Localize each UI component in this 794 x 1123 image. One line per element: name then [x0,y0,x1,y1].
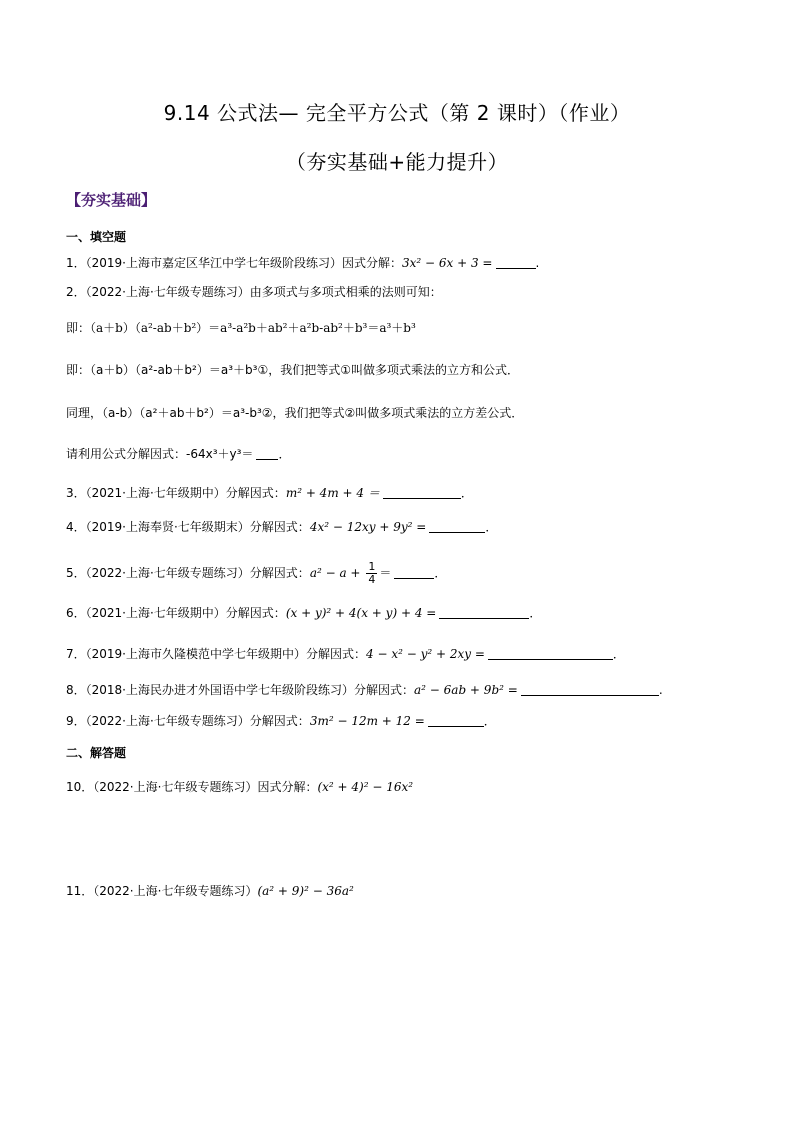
page-title: 9.14 公式法— 完全平方公式（第 2 课时）（作业） [163,101,631,125]
part-two-title: 二、解答题 [66,746,127,760]
question-1-end: . [535,256,540,270]
question-3-expression: m² + 4m + 4 ＝ [285,486,380,500]
answer-blank [429,520,485,533]
question-1-text: 1．（2019·上海市嘉定区华江中学七年级阶段练习）因式分解： [66,256,402,270]
answer-blank [383,486,461,499]
question-10-expression: (x² + 4)² − 16x² [317,780,414,794]
question-7-expression: 4 − x² − y² + 2xy = [366,647,485,661]
answer-blank [256,447,278,460]
question-5-equals: ＝ [379,566,392,580]
question-5-end: ． [434,566,447,580]
question-2-line-a: 即：（a＋b）（a²-ab＋b²）＝a³-a²b＋ab²＋a²b-ab²＋b³＝a³＋b³ [66,321,416,335]
question-10 [66,778,413,795]
question-8-end: . [658,683,663,697]
fraction-numerator: 1 [368,560,376,573]
question-7-text: 7．（2019·上海市久隆模范中学七年级期中）分解因式： [66,647,366,661]
answer-blank [439,606,529,619]
question-6-end: ． [529,606,542,620]
question-2-prompt: 请利用公式分解因式：-64x³＋y³＝ [66,447,254,461]
question-9-end: ． [483,714,496,728]
question-8-expression: a² − 6ab + 9b² = [414,683,518,697]
question-6-expression: (x + y)² + 4(x + y) + 4 = [285,606,437,620]
question-10-text: 10．（2022·上海·七年级专题练习）因式分解： [66,780,318,794]
fraction [366,561,377,586]
question-5 [66,561,446,586]
question-3-text: 3．（2021·上海·七年级期中）分解因式： [66,486,286,500]
question-2: 2．（2022·上海·七年级专题练习）由多项式与多项式相乘的法则可知： [66,285,442,299]
question-9-text: 9．（2022·上海·七年级专题练习）分解因式： [66,714,310,728]
question-9-expression: 3m² − 12m + 12 = [309,714,425,728]
answer-blank [521,683,659,696]
answer-blank [394,566,434,579]
question-3 [66,484,473,501]
page-subtitle: （夯实基础+能力提升） [285,150,509,174]
question-11-expression: (a² + 9)² − 36a² [257,884,354,898]
question-5-text: 5．（2022·上海·七年级专题练习）分解因式： [66,566,310,580]
question-2-end: ． [278,447,291,461]
question-7-end: ． [612,647,625,661]
question-1 [66,254,539,271]
question-4 [66,518,497,535]
question-8 [66,681,663,698]
question-11-text: 11．（2022·上海·七年级专题练习） [66,884,258,898]
fraction-denominator: 4 [368,573,376,586]
answer-blank [496,256,536,269]
answer-blank [428,714,484,727]
question-8-text: 8．（2018·上海民办进才外国语中学七年级阶段练习）分解因式： [66,683,414,697]
question-4-text: 4．（2019·上海奉贤·七年级期末）分解因式： [66,520,310,534]
part-one-title: 一、填空题 [66,230,127,244]
question-3-end: ． [460,486,473,500]
question-9 [66,712,496,729]
question-4-end: ． [485,520,498,534]
question-6-text: 6．（2021·上海·七年级期中）分解因式： [66,606,286,620]
answer-blank [488,647,613,660]
question-5-expression: a² − a + [309,566,361,580]
question-4-expression: 4x² − 12xy + 9y² = [309,520,427,534]
question-11 [66,882,354,899]
question-2-line-c: 同理，（a-b）（a²＋ab＋b²）＝a³-b³②，我们把等式②叫做多项式乘法的立方差公式． [66,406,524,420]
question-2-line-b: 即：（a＋b）（a²-ab＋b²）＝a³＋b³①，我们把等式①叫做多项式乘法的立方和公式． [66,363,519,377]
question-1-expression: 3x² − 6x + 3 = [402,256,493,270]
question-7 [66,645,625,662]
question-2-line-d [66,445,290,462]
question-6 [66,604,541,621]
section-heading: 【夯实基础】 [66,191,157,209]
